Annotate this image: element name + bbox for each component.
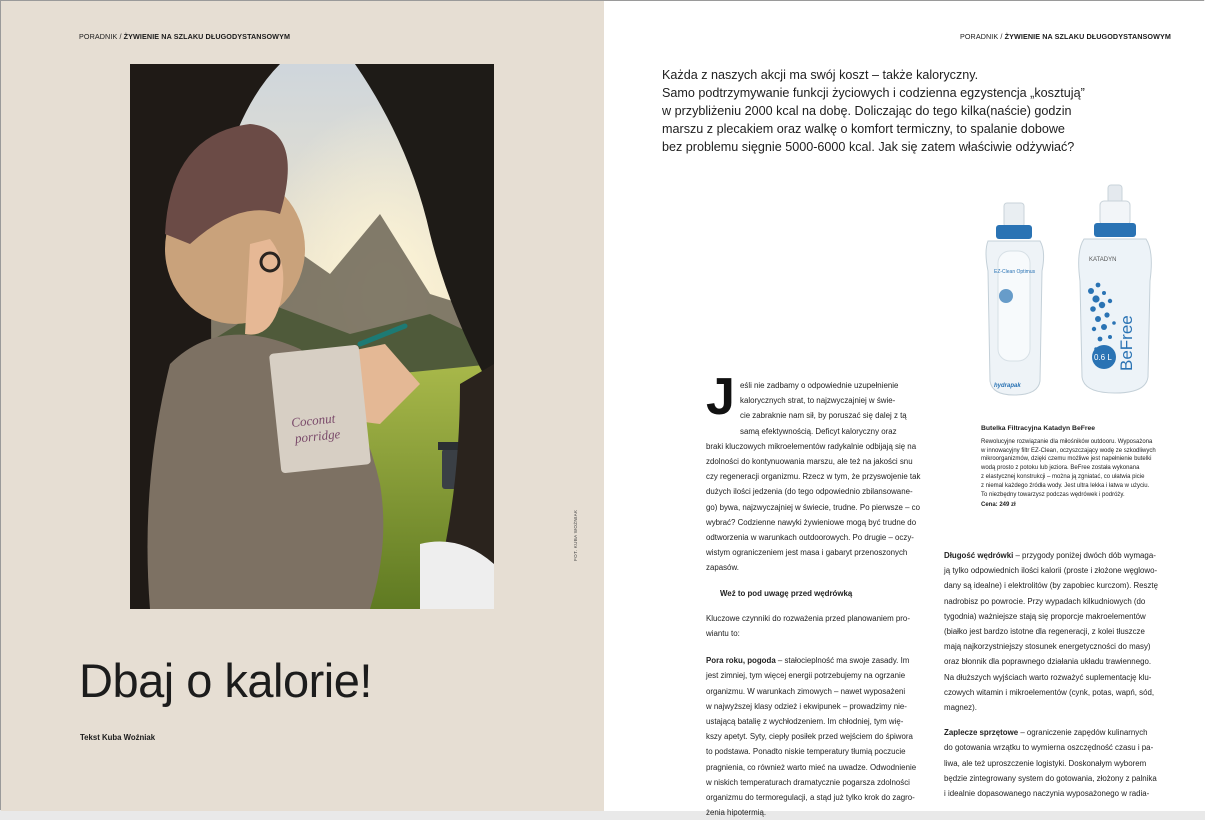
running-head-title: ŻYWIENIE NA SZLAKU DŁUGODYSTANSOWYM — [123, 32, 291, 41]
body-line: wybrać? Codzienne nawyki żywieniowe mogą być trudne do — [706, 517, 917, 527]
bottle2-volume: 0.6 L — [1094, 353, 1112, 362]
body-line: cie zabraknie nam sił, by poruszać się dalej z tą — [740, 411, 907, 421]
body-line: organizmu. W warunkach zimowych – nawet wyposażeni — [706, 686, 906, 696]
byline: Tekst Kuba Woźniak — [80, 733, 156, 742]
running-head-left — [79, 32, 290, 41]
lead-line: w przybliżeniu 2000 kcal na dobę. Doliczając do tego kilka(naście) godzin — [662, 104, 1072, 118]
drop-cap: J — [706, 368, 735, 426]
body-line: żenia hipotermią. — [706, 808, 767, 818]
running-head-section: PORADNIK / — [79, 32, 124, 41]
body-line: mają najkorzystniejszy stosunek energetyczności do masy) — [944, 642, 1151, 652]
caption-line: w innowacyjny filtr EZ-Clean, oczyszczający wodę ze szkodliwych — [981, 447, 1156, 454]
caption-line: mikroorganizmów, dzięki czemu możliwe jest napełnienie butelki — [981, 456, 1152, 463]
bottle1-brand: EZ-Clean Optimus — [994, 269, 1036, 275]
tent-photo-illustration — [130, 64, 494, 609]
body-line: do gotowania wrzątku to wymierna oszczędność czasu i pa- — [944, 743, 1154, 753]
packet-text-1: Coconut — [290, 410, 336, 431]
bottle2-name: BeFree — [1117, 315, 1136, 371]
left-page — [1, 1, 604, 811]
lead-line: Samo podtrzymywanie funkcji życiowych i codzienna egzystencja „kosztują” — [662, 86, 1085, 100]
body-line: czowych witamin i mikroelementów (cynk, potas, wapń, sód, — [944, 687, 1155, 697]
body-line: go) bywa, najzwyczajniej w świecie, trudne. Po pierwsze – co — [706, 502, 921, 512]
lead-line: marszu z plecakiem oraz walkę o komfort termiczny, to spalanie dobowe — [662, 122, 1065, 136]
article-title: Dbaj o kalorie! — [79, 654, 372, 707]
lead-line: Każda z naszych akcji ma swój koszt – także kaloryczny. — [662, 68, 979, 82]
body-line — [706, 653, 938, 668]
spacer — [706, 601, 938, 611]
tent-photo — [130, 64, 494, 609]
lead-line: bez problemu sięgnie 5000-6000 kcal. Jak się zatem właściwie odżywiać? — [662, 140, 1075, 154]
caption-line: To niezbędny towarzysz podczas wędrówek i podróży. — [981, 491, 1125, 498]
season-text: – stałocieplność ma swoje zasady. Im — [775, 656, 910, 666]
running-head-title: ŻYWIENIE NA SZLAKU DŁUGODYSTANSOWYM — [1004, 32, 1171, 41]
right-page — [604, 1, 1205, 818]
body-line: jest zimniej, tym więcej energii potrzebujemy na ogrzanie — [706, 671, 906, 681]
lead-paragraph — [662, 66, 1122, 156]
body-line: braki kluczowych mikroelementów radykalnie odbijają się na — [706, 441, 917, 451]
caption-line: wodą prosto z potoku lub jeziora. BeFree została wykonana — [981, 465, 1140, 472]
body-line: wiantu to: — [706, 629, 740, 639]
body-line: organizmu do termoregulacji, a stąd już tylko krok do zagro- — [706, 793, 915, 803]
gear-text: – ograniczenie zapędów kulinarnych — [1018, 728, 1148, 738]
body-line: ją tylko odpowiednich ilości kalorii (proste i złożone węglowo- — [944, 566, 1158, 576]
caption-price: Cena: 249 zł — [981, 502, 1016, 509]
photo-credit: FOT. KUBA WOŹNIAK — [573, 509, 578, 561]
bottle1-label: hydrapak — [994, 383, 1021, 389]
packet-text-2: porridge — [294, 426, 341, 446]
body-line: Kluczowe czynniki do rozważenia przed planowaniem pro- — [706, 613, 910, 623]
length-text: – przygody poniżej dwóch dób wymaga- — [1013, 551, 1156, 560]
body-line: eśli nie zadbamy o odpowiednie uzupełnienie — [740, 381, 899, 390]
body-line: zapasów. — [706, 563, 739, 573]
body-line: dużych ilości jedzenia (do tego odpowiednio zbilansowane- — [706, 487, 913, 497]
body-line: dany są idealne) i elektrolitów (by zapobiec kurczom). Resztę — [944, 581, 1159, 591]
body-line: czy regeneracji organizmu. Rzecz w tym, że przyswojenie tak — [706, 472, 921, 482]
body-line: oraz błonnik dla poprawnego działania układu trawiennego. — [944, 657, 1152, 667]
body-line: kszy apetyt. Syty, ciepły posiłek przed wejściem do śpiwora — [706, 732, 913, 742]
body-column-right — [944, 548, 1178, 801]
spacer — [706, 576, 938, 586]
product-image — [976, 181, 1186, 401]
body-line: nadrobisz po powrocie. Przy wypadach kilkudniowych (do — [944, 596, 1146, 606]
dropcap-wrap-block — [706, 378, 938, 439]
bottle2-brand: KATADYN — [1089, 257, 1117, 263]
caption-line: z elastycznej konstrukcji – można ją zgniatać, co ułatwia picie — [981, 473, 1145, 480]
caption-line: z niemal każdego źródła wody. Jest ultra lekka i łatwa w użyciu. — [981, 482, 1150, 489]
body-line: liwa, ale też uproszczenie logistyki. Doskonałym wyborem — [944, 758, 1147, 768]
running-head-section: PORADNIK / — [959, 32, 1005, 41]
filter-bottles-illustration — [976, 181, 1186, 401]
body-line: pragnienia, co również warto mieć na uwadze. Odwodnienie — [706, 762, 917, 772]
caption-line: Rewolucyjne rozwiązanie dla miłośników outdooru. Wyposażona — [981, 438, 1153, 445]
season-label: Pora roku, pogoda — [706, 656, 776, 666]
body-line: w niskich temperaturach dramatycznie pogarsza zdolności — [706, 777, 910, 787]
body-line: magnez). — [944, 703, 977, 713]
caption-title: Butelka Filtracyjna Katadyn BeFree — [981, 425, 1096, 432]
body-line: i idealnie dopasowanego naczynia wyposażonego w radia- — [944, 789, 1150, 799]
body-line: będzie zintegrowany system do gotowania, złożony z palnika — [944, 773, 1157, 783]
subheading: Weź to pod uwagę przed wędrówką — [720, 588, 853, 598]
body-line: wistym ograniczeniem jest masa i gabaryt przenoszonych — [706, 548, 908, 558]
product-caption — [981, 425, 1156, 510]
body-line: ustającą batalię z wychłodzeniem. Im chłodniej, tym wię- — [706, 717, 904, 727]
body-line: odtworzenia w warunkach outdoorowych. Po drugie – oczy- — [706, 533, 914, 543]
body-line — [944, 725, 1178, 740]
body-line — [944, 548, 1178, 563]
body-line: samą efektywnością. Deficyt kaloryczny oraz — [740, 426, 897, 436]
body-line: w najwyższej klasy odzież i ekwipunek – prowadzimy nie- — [706, 701, 907, 711]
body-line: tygodnia) ważniejsze stają się proporcje makroelementów — [944, 611, 1146, 621]
body-line: Na dłuższych wyjściach warto rozważyć suplementację klu- — [944, 672, 1152, 682]
body-column-left — [706, 378, 938, 820]
spacer — [944, 715, 1178, 725]
body-line: (białko jest bardzo istotne dla regeneracji, z kolei tłuszcze — [944, 627, 1145, 637]
length-label: Długość wędrówki — [944, 551, 1014, 560]
running-head-right — [960, 32, 1171, 41]
gear-label: Zaplecze sprzętowe — [944, 728, 1019, 738]
body-line: kalorycznych strat, to najzwyczajniej w świe- — [740, 396, 896, 406]
body-line: to podstawa. Ponadto niskie temperatury tłumią poczucie — [706, 747, 906, 757]
spacer — [706, 641, 938, 653]
body-line: zdolności do kontynuowania marszu, ale też na jakości snu — [706, 457, 913, 467]
